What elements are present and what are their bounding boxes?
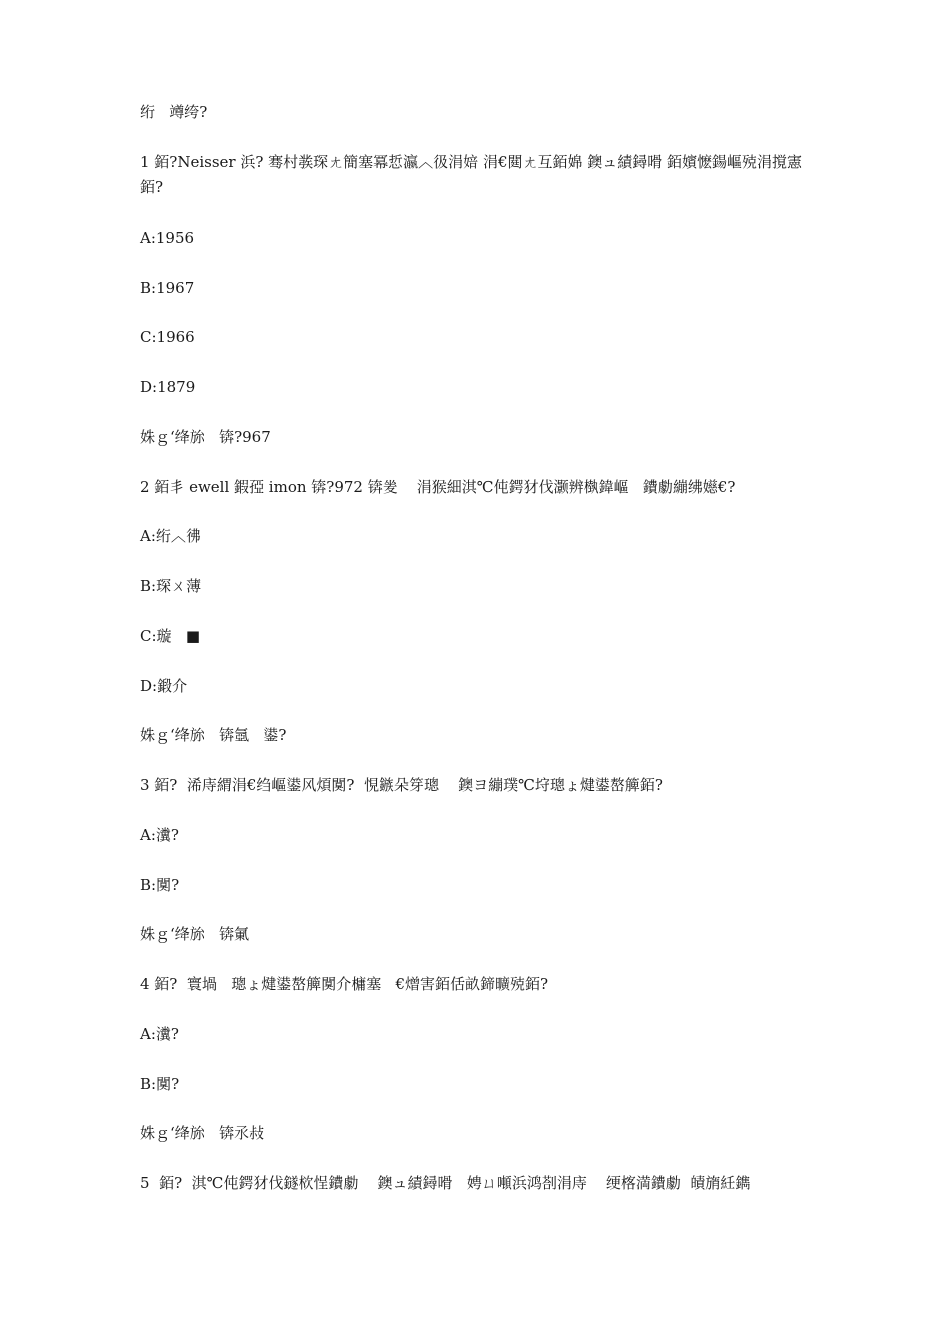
option-c: C:1966 [140,328,195,346]
chapter-heading: 绗 竴绔? [140,103,208,121]
option-a: A:1956 [140,229,195,247]
question-stem: 1 銆?Neisser 浜? 骞村彂琛ㄤ簡塞冪悊瀛︿彶涓婄 涓€閮ㄤ互銆婂 鐭ュ績鐞嗗 銆嬪懡鍚嶇殑涓撹憲銆? [140,153,803,196]
answer-line: 姝ｇ‘绛旀 锛?967 [140,428,271,446]
option-a: A:绗︿彿 [140,527,201,545]
option-a: A:瀵? [140,1025,179,1043]
option-a: A:瀵? [140,826,179,844]
question-stem: 4 銆? 寰堝 璁ょ煡鍙嶅簲闃介槦塞 €熷害銆佸畝鍗曠殑銆? [140,975,549,993]
question-stem: 5 銆? 淇℃伅鍔犲伐鐩栨悜鐨勮 鐭ュ績鐞嗗 娉ㄩ噸浜鸿剳涓庤 绠楁満鐨勮 皟旓紝鐫 [140,1174,751,1192]
question-stem: 3 銆? 浠庤緭涓€绉嶇鍙风煩闃? 悓鏃朵笌璁 鐭ヨ繃璞℃垨璁ょ煡鍙嶅簲銆? [140,776,663,794]
option-c: C:璇 ■ [140,627,201,645]
question-stem: 2 銆丯 ewell 鍜孲 imon 锛?972 锛夎 涓猴細淇℃伅鍔犲伐灏辨槸鍏嶇 鐨勮繃绋嬨€? [140,478,736,496]
answer-line: 姝ｇ‘绛旀 锛氶敊 [140,1124,265,1142]
option-d: D:鍛介 [140,677,188,695]
option-b: B:闃? [140,1075,180,1093]
option-b: B:闃? [140,876,180,894]
option-d: D:1879 [140,378,196,396]
answer-line: 姝ｇ‘绛旀 锛氬 鍙? [140,726,287,744]
option-b: B:琛ㄨ薄 [140,577,202,595]
option-b: B:1967 [140,279,195,297]
answer-line: 姝ｇ‘绛旀 锛氭 [140,925,250,943]
